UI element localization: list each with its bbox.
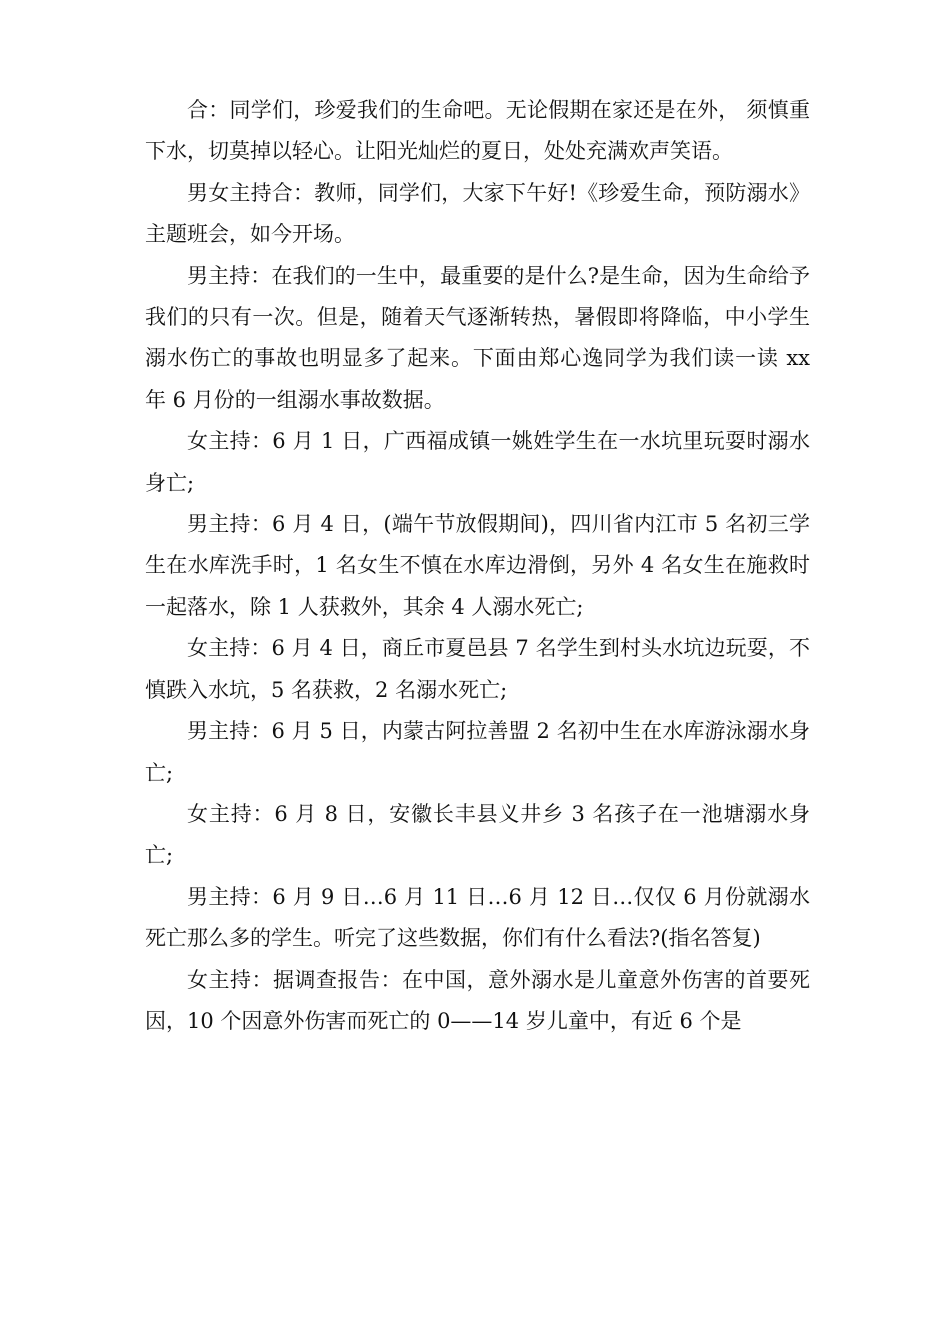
paragraph-male-host-june-4: 男主持：6 月 4 日，(端午节放假期间)，四川省内江市 5 名初三学生在水库洗手时，1 名女生不慎在水库边滑倒，另外 4 名女生在施救时一起落水，除 1 人获救外，其余 4 人溺水死亡; bbox=[145, 512, 810, 619]
paragraph-male-host-intro: 男主持：在我们的一生中，最重要的是什么?是生命，因为生命给予我们的只有一次。但是，随着天气逐渐转热，暑假即将降临，中小学生溺水伤亡的事故也明显多了起来。下面由郑心逸同学为我们读一读 xx 年 6 月份的一组溺水事故数据。 bbox=[145, 263, 810, 412]
paragraph-female-host-report: 女主持：据调查报告：在中国，意外溺水是儿童意外伤害的首要死因，10 个因意外伤害而死亡的 0——14 岁儿童中，有近 6 个是 bbox=[145, 967, 810, 1033]
paragraph-female-host-june-8: 女主持：6 月 8 日，安徽长丰县义井乡 3 名孩子在一池塘溺水身亡; bbox=[145, 801, 810, 868]
document-body bbox=[145, 90, 810, 1042]
paragraph-male-host-june-5: 男主持：6 月 5 日，内蒙古阿拉善盟 2 名初中生在水库游泳溺水身亡; bbox=[145, 719, 810, 785]
paragraph-opening-greeting: 男女主持合：教师，同学们，大家下午好!《珍爱生命，预防溺水》主题班会，如今开场。 bbox=[145, 180, 810, 247]
paragraph-female-host-june-4: 女主持：6 月 4 日，商丘市夏邑县 7 名学生到村头水坑边玩耍，不慎跌入水坑，5 名获救，2 名溺水死亡; bbox=[145, 636, 810, 702]
paragraph-closing-chorus: 合：同学们，珍爱我们的生命吧。无论假期在家还是在外， 须慎重下水，切莫掉以轻心。让阳光灿烂的夏日，处处充满欢声笑语。 bbox=[145, 98, 810, 164]
paragraph-female-host-june-1: 女主持：6 月 1 日，广西福成镇一姚姓学生在一水坑里玩耍时溺水身亡; bbox=[145, 429, 810, 495]
paragraph-male-host-june-summary: 男主持：6 月 9 日…6 月 11 日…6 月 12 日…仅仅 6 月份就溺水死亡那么多的学生。听完了这些数据，你们有什么看法?(指名答复) bbox=[145, 884, 810, 951]
